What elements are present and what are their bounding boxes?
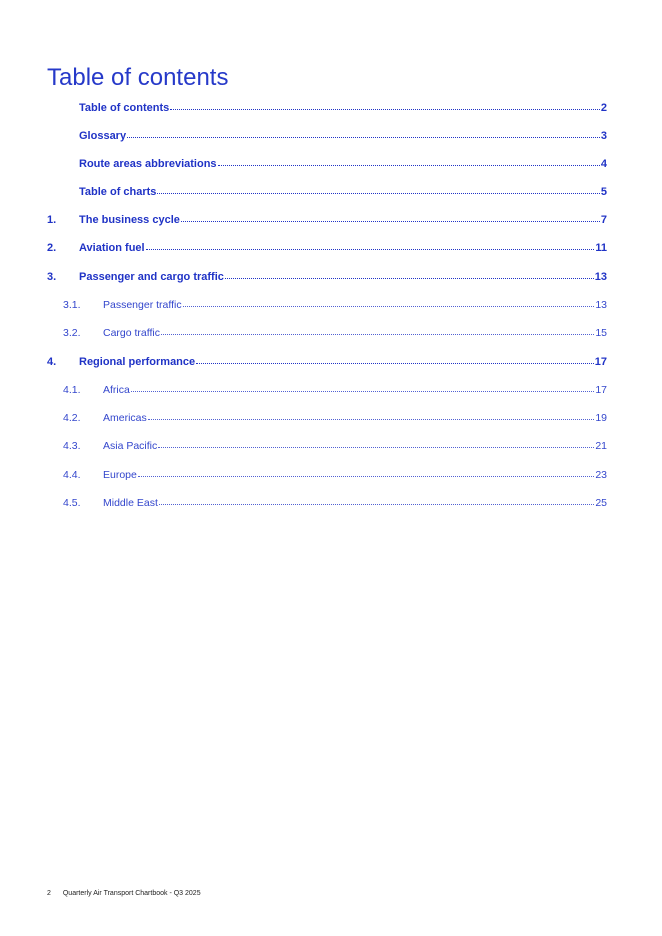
toc-dot-leader [161, 325, 594, 335]
toc-entry-page: 17 [594, 356, 607, 368]
toc-dot-leader [225, 269, 594, 279]
toc-entry-page: 13 [594, 271, 607, 283]
toc-entry-label: Aviation fuel [79, 242, 145, 254]
toc-entry-number: 3.2. [63, 327, 81, 339]
toc-entry-page: 5 [600, 186, 607, 198]
toc-entry-label: Glossary [79, 130, 127, 142]
toc-entry-page: 7 [600, 214, 607, 226]
toc-entry[interactable] [47, 355, 607, 369]
toc-dot-leader [127, 128, 600, 138]
toc-entry-page: 21 [595, 440, 607, 452]
toc-dot-leader [159, 495, 594, 505]
toc-entry-label: Passenger and cargo traffic [79, 271, 224, 283]
toc-entry[interactable] [47, 213, 607, 227]
toc-entry-label: Table of charts [79, 186, 157, 198]
toc-entry-number: 4.3. [63, 440, 81, 452]
toc-entry-label: Europe [103, 469, 137, 481]
page-footer [47, 890, 201, 897]
toc-entry-page: 19 [595, 412, 607, 424]
toc-entry[interactable] [63, 383, 607, 397]
toc-dot-leader [170, 100, 600, 110]
toc-entry-number: 3.1. [63, 299, 81, 311]
toc-entry[interactable] [47, 101, 607, 115]
toc-entry[interactable] [63, 298, 607, 312]
toc-entry-page: 13 [595, 299, 607, 311]
toc-entry-label: Passenger traffic [103, 299, 182, 311]
toc-entry-page: 11 [595, 242, 607, 254]
toc-entry-number: 1. [47, 214, 57, 226]
footer-document-title: Quarterly Air Transport Chartbook - Q3 2025 [62, 890, 201, 897]
toc-entry-label: The business cycle [79, 214, 180, 226]
toc-entry-number: 2. [47, 242, 57, 254]
toc-dot-leader [183, 297, 595, 307]
toc-dot-leader [158, 438, 594, 448]
toc-entry-label: Middle East [103, 497, 158, 509]
toc-entry-page: 3 [600, 130, 607, 142]
toc-entry-label: Asia Pacific [103, 440, 158, 452]
toc-entry[interactable] [63, 326, 607, 340]
toc-dot-leader [131, 382, 594, 392]
toc-dot-leader [157, 184, 599, 194]
toc-dot-leader [148, 410, 595, 420]
toc-entry[interactable] [63, 496, 607, 510]
toc-entry-page: 2 [600, 102, 607, 114]
toc-entry-label: Table of contents [79, 102, 170, 114]
toc-entry-label: Americas [103, 412, 147, 424]
toc-entry-label: Africa [103, 384, 130, 396]
toc-entry-page: 4 [600, 158, 607, 170]
toc-entry-label: Cargo traffic [103, 327, 160, 339]
toc-dot-leader [196, 354, 594, 364]
toc-entry-number: 4.4. [63, 469, 81, 481]
toc-entry[interactable] [47, 185, 607, 199]
toc-entry-number: 4. [47, 356, 57, 368]
toc-entry[interactable] [63, 411, 607, 425]
toc-entry[interactable] [63, 439, 607, 453]
toc-entry-label: Regional performance [79, 356, 196, 368]
footer-page-number: 2 [47, 890, 51, 897]
toc-dot-leader [138, 467, 594, 477]
toc-entry-number: 3. [47, 271, 57, 283]
toc-entry-page: 15 [595, 327, 607, 339]
toc-entry-page: 17 [595, 384, 607, 396]
toc-entry-number: 4.5. [63, 497, 81, 509]
toc-dot-leader [146, 240, 595, 250]
toc-entry[interactable] [63, 468, 607, 482]
toc-dot-leader [218, 156, 600, 166]
toc-dot-leader [181, 212, 600, 222]
toc-entry-number: 4.2. [63, 412, 81, 424]
toc-entry[interactable] [47, 241, 607, 255]
toc-entry-label: Route areas abbreviations [79, 158, 217, 170]
toc-entry[interactable] [47, 270, 607, 284]
toc-entry[interactable] [47, 157, 607, 171]
toc-entry-page: 23 [595, 469, 607, 481]
toc-entry-number: 4.1. [63, 384, 81, 396]
toc-entry-page: 25 [595, 497, 607, 509]
toc-entry[interactable] [47, 129, 607, 143]
page-title: Table of contents [47, 64, 229, 91]
